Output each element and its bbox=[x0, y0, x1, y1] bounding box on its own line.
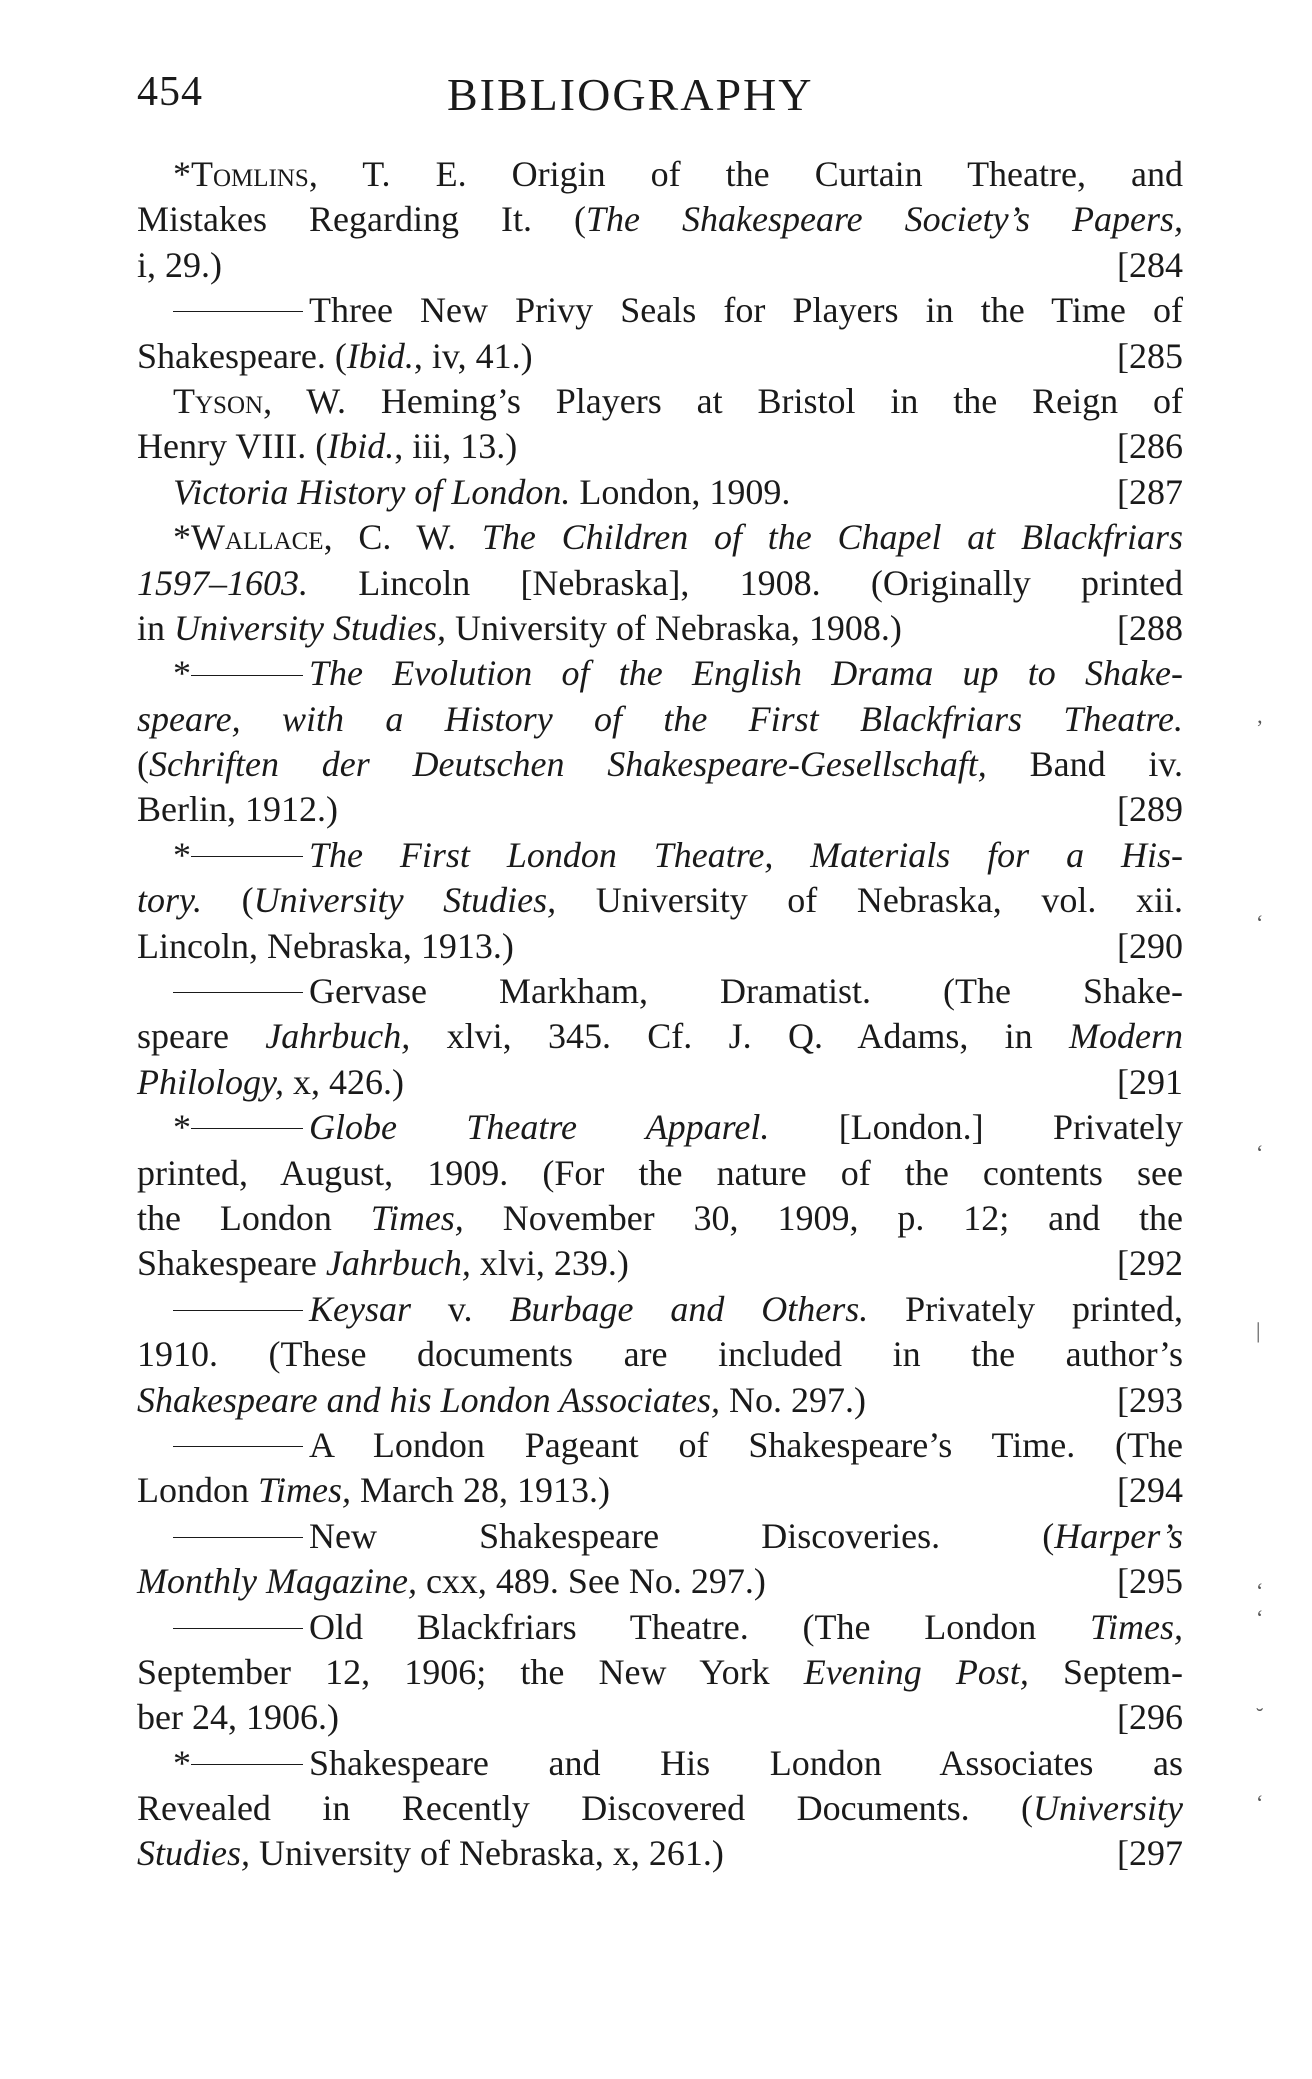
author-name: Tomlins bbox=[191, 154, 309, 194]
margin-mark: | bbox=[1256, 1318, 1261, 1343]
entry-title: Schriften der Deutschen Shakespeare-Gesellschaft, bbox=[149, 744, 987, 785]
entry-text: , iii, 13.) bbox=[394, 426, 518, 467]
entry-line bbox=[137, 878, 1183, 923]
entry-title: tory. bbox=[137, 880, 203, 921]
entry-text: Old Blackfriars Theatre. (The London bbox=[309, 1606, 1090, 1647]
ditto-dash bbox=[173, 311, 303, 312]
entry-title: Times, bbox=[1089, 1606, 1183, 1647]
entry-title: Times, bbox=[370, 1197, 464, 1238]
entry-text: , T. E. Origin of the Curtain Theatre, and bbox=[308, 154, 1183, 194]
entry-line bbox=[137, 1196, 1183, 1241]
entry-line bbox=[137, 1605, 1183, 1650]
entry-title: Ibid. bbox=[346, 335, 414, 376]
entry-text: * bbox=[173, 517, 191, 558]
entry-title: Evening Post, bbox=[803, 1651, 1029, 1692]
ditto-dash bbox=[173, 1537, 303, 1538]
entry-number: [291 bbox=[1117, 1061, 1183, 1102]
entry-line bbox=[137, 697, 1183, 742]
entry-title: The Children of the Chapel at Blackfriars bbox=[481, 517, 1183, 558]
entry-text: March 28, 1913.) bbox=[351, 1470, 610, 1511]
entry-title: Harper’s bbox=[1054, 1515, 1183, 1556]
entry-text: Septem- bbox=[1028, 1651, 1183, 1692]
entry-text: ( bbox=[137, 744, 149, 785]
entry-line bbox=[137, 243, 1183, 288]
entry-line bbox=[137, 1287, 1183, 1332]
entry-title: The Shakespeare Society’s Papers, bbox=[586, 199, 1183, 240]
entry-number: [296 bbox=[1117, 1697, 1183, 1738]
ditto-dash bbox=[173, 992, 303, 993]
entry-line bbox=[137, 1151, 1183, 1196]
entry-line bbox=[137, 787, 1183, 832]
entry-text: Berlin, 1912.) bbox=[137, 789, 338, 830]
entry-line bbox=[137, 1014, 1183, 1059]
entry-number: [294 bbox=[1117, 1470, 1183, 1511]
entry-line bbox=[137, 152, 1183, 197]
bibliography-entry bbox=[137, 651, 1183, 833]
entry-title: speare, with a History of the First Blackfriars Theatre. bbox=[137, 698, 1183, 739]
entry-title: Studies, bbox=[137, 1833, 250, 1874]
bibliography-entry bbox=[137, 1514, 1183, 1605]
page-header bbox=[137, 68, 1183, 138]
bibliography-entry bbox=[137, 152, 1183, 288]
bibliography-entry bbox=[137, 288, 1183, 379]
entry-text: i, 29.) bbox=[137, 244, 222, 285]
ditto-dash bbox=[173, 1446, 303, 1447]
entry-number: [297 bbox=[1117, 1833, 1183, 1874]
entry-line bbox=[137, 924, 1183, 969]
entry-text: No. 297.) bbox=[719, 1379, 866, 1420]
entry-text: printed, August, 1909. (For the nature of the contents see bbox=[137, 1152, 1183, 1193]
entry-title: Monthly Magazine, bbox=[137, 1561, 417, 1602]
entry-text: Revealed in Recently Discovered Documents. ( bbox=[137, 1788, 1034, 1829]
entry-line bbox=[137, 561, 1183, 606]
entry-text: * bbox=[173, 1742, 191, 1783]
entry-text: cxx, 489. See No. 297.) bbox=[416, 1561, 766, 1602]
bibliography-entry bbox=[137, 1423, 1183, 1514]
margin-mark: ’ bbox=[1256, 715, 1264, 740]
entry-text: xlvi, 345. Cf. J. Q. Adams, in bbox=[410, 1016, 1070, 1057]
entry-text: Henry VIII. ( bbox=[137, 426, 328, 467]
entry-text: University of Nebraska, 1908.) bbox=[445, 607, 902, 648]
entry-text: University of Nebraska, vol. xii. bbox=[556, 880, 1183, 921]
entry-text: Shakespeare and His London Associates as bbox=[309, 1742, 1183, 1783]
entry-line bbox=[137, 606, 1183, 651]
entry-text: v. bbox=[411, 1288, 510, 1329]
bibliography-entry bbox=[137, 1105, 1183, 1287]
entry-number: [292 bbox=[1117, 1243, 1183, 1284]
entry-title: Jahrbuch, bbox=[325, 1243, 471, 1284]
margin-mark: ‘ bbox=[1256, 1790, 1264, 1815]
entry-text: Band iv. bbox=[986, 744, 1184, 785]
entry-title: Shakespeare and his London Associates, bbox=[137, 1379, 720, 1420]
entry-text: , W. Heming’s Players at Bristol in the Reign of bbox=[263, 380, 1183, 421]
entry-text: in bbox=[137, 607, 175, 648]
entry-title: The First London Theatre, Materials for a His- bbox=[309, 834, 1183, 875]
bibliography-body bbox=[137, 152, 1183, 1877]
entry-line bbox=[137, 1241, 1183, 1286]
author-name: Tyson bbox=[173, 380, 264, 421]
entry-title: Times, bbox=[258, 1470, 352, 1511]
margin-mark: ‘ bbox=[1256, 910, 1264, 935]
entry-line bbox=[137, 742, 1183, 787]
entry-line bbox=[137, 833, 1183, 878]
entry-number: [288 bbox=[1117, 607, 1183, 648]
entry-text: speare bbox=[137, 1016, 266, 1057]
entry-number: [295 bbox=[1117, 1561, 1183, 1602]
entry-line bbox=[137, 1378, 1183, 1423]
entry-title: 1597–1603. bbox=[137, 562, 308, 603]
entry-text: A London Pageant of Shakespeare’s Time. (The bbox=[309, 1424, 1183, 1465]
entry-text: Gervase Markham, Dramatist. (The Shake- bbox=[309, 971, 1183, 1012]
entry-title: Keysar bbox=[309, 1288, 411, 1329]
entry-number: [289 bbox=[1117, 789, 1183, 830]
entry-text: Shakespeare bbox=[137, 1243, 326, 1284]
entry-line bbox=[137, 1423, 1183, 1468]
ditto-dash bbox=[173, 1310, 303, 1311]
entry-text: * bbox=[173, 1107, 191, 1148]
margin-mark: ‘ bbox=[1256, 1140, 1264, 1165]
entry-text: London, 1909. bbox=[570, 471, 791, 512]
entry-line bbox=[137, 379, 1183, 424]
entry-text: Lincoln, Nebraska, 1913.) bbox=[137, 925, 514, 966]
bibliography-entry bbox=[137, 1741, 1183, 1877]
entry-number: [293 bbox=[1117, 1379, 1183, 1420]
running-head: BIBLIOGRAPHY bbox=[447, 69, 814, 120]
bibliography-entry bbox=[137, 379, 1183, 470]
entry-line bbox=[137, 1060, 1183, 1105]
ditto-dash bbox=[191, 856, 303, 857]
entry-title: University Studies, bbox=[253, 880, 557, 921]
entry-text: November 30, 1909, p. 12; and the bbox=[463, 1197, 1184, 1238]
entry-title: Jahrbuch, bbox=[265, 1016, 411, 1057]
entry-text: xlvi, 239.) bbox=[470, 1243, 629, 1284]
entry-text: ( bbox=[202, 880, 254, 921]
entry-line bbox=[137, 1514, 1183, 1559]
entry-text: 1910. (These documents are included in the author’s bbox=[137, 1334, 1183, 1375]
entry-text: London bbox=[137, 1470, 258, 1511]
entry-line bbox=[137, 470, 1183, 515]
entry-line bbox=[137, 424, 1183, 469]
entry-line bbox=[137, 1105, 1183, 1150]
entry-line bbox=[137, 1332, 1183, 1377]
entry-title: Victoria History of London. bbox=[173, 471, 571, 512]
bibliography-entry bbox=[137, 833, 1183, 969]
entry-text: Three New Privy Seals for Players in the Time of bbox=[309, 290, 1183, 331]
entry-text: September 12, 1906; the New York bbox=[137, 1651, 804, 1692]
entry-title: Modern bbox=[1069, 1016, 1183, 1057]
ditto-dash bbox=[191, 675, 303, 676]
ditto-dash bbox=[191, 1128, 303, 1129]
bibliography-entry bbox=[137, 515, 1183, 651]
entry-text: * bbox=[173, 653, 191, 694]
page-number: 454 bbox=[137, 69, 203, 115]
entry-text: Lincoln [Nebraska], 1908. (Originally printed bbox=[308, 562, 1183, 603]
entry-title: University bbox=[1033, 1788, 1183, 1829]
entry-text: Shakespeare. ( bbox=[137, 335, 347, 376]
entry-text: University of Nebraska, x, 261.) bbox=[250, 1833, 724, 1874]
bibliography-entry bbox=[137, 1605, 1183, 1741]
entry-title: Burbage and Others. bbox=[509, 1288, 869, 1329]
entry-number: [286 bbox=[1117, 426, 1183, 467]
bibliography-entry bbox=[137, 969, 1183, 1105]
entry-title: University Studies, bbox=[174, 607, 446, 648]
entry-line bbox=[137, 1786, 1183, 1831]
entry-text: Mistakes Regarding It. ( bbox=[137, 199, 587, 240]
entry-text: New Shakespeare Discoveries. ( bbox=[309, 1515, 1055, 1556]
entry-number: [290 bbox=[1117, 925, 1183, 966]
margin-mark: ‘ bbox=[1256, 1578, 1264, 1603]
entry-number: [285 bbox=[1117, 335, 1183, 376]
entry-text: * bbox=[173, 834, 191, 875]
entry-line bbox=[137, 1741, 1183, 1786]
entry-line bbox=[137, 1831, 1183, 1876]
entry-title: Globe Theatre Apparel. bbox=[309, 1107, 770, 1148]
entry-line bbox=[137, 1468, 1183, 1513]
entry-line bbox=[137, 1559, 1183, 1604]
entry-title: Philology, bbox=[137, 1061, 284, 1102]
entry-text: , iv, 41.) bbox=[413, 335, 533, 376]
entry-line bbox=[137, 197, 1183, 242]
margin-mark: ˘ bbox=[1256, 1703, 1264, 1728]
entry-line bbox=[137, 1695, 1183, 1740]
entry-line bbox=[137, 288, 1183, 333]
entry-text: Privately printed, bbox=[868, 1288, 1183, 1329]
margin-mark: ‘ bbox=[1256, 1605, 1264, 1630]
entry-line bbox=[137, 969, 1183, 1014]
entry-number: [284 bbox=[1117, 244, 1183, 285]
entry-text: , C. W. bbox=[323, 517, 482, 558]
entry-title: The Evolution of the English Drama up to Shake- bbox=[309, 653, 1183, 694]
entry-line bbox=[137, 1650, 1183, 1695]
entry-text: ber 24, 1906.) bbox=[137, 1697, 339, 1738]
bibliography-entry bbox=[137, 1287, 1183, 1423]
ditto-dash bbox=[191, 1764, 303, 1765]
ditto-dash bbox=[173, 1628, 303, 1629]
entry-text: * bbox=[173, 154, 191, 194]
entry-text: [London.] Privately bbox=[769, 1107, 1183, 1148]
entry-line bbox=[137, 334, 1183, 379]
entry-line bbox=[137, 651, 1183, 696]
author-name: Wallace bbox=[191, 517, 324, 558]
entry-text: x, 426.) bbox=[284, 1061, 404, 1102]
entry-line bbox=[137, 515, 1183, 560]
entry-title: Ibid. bbox=[327, 426, 395, 467]
entry-text: the London bbox=[137, 1197, 371, 1238]
bibliography-entry bbox=[137, 470, 1183, 515]
entry-number: [287 bbox=[1117, 471, 1183, 512]
